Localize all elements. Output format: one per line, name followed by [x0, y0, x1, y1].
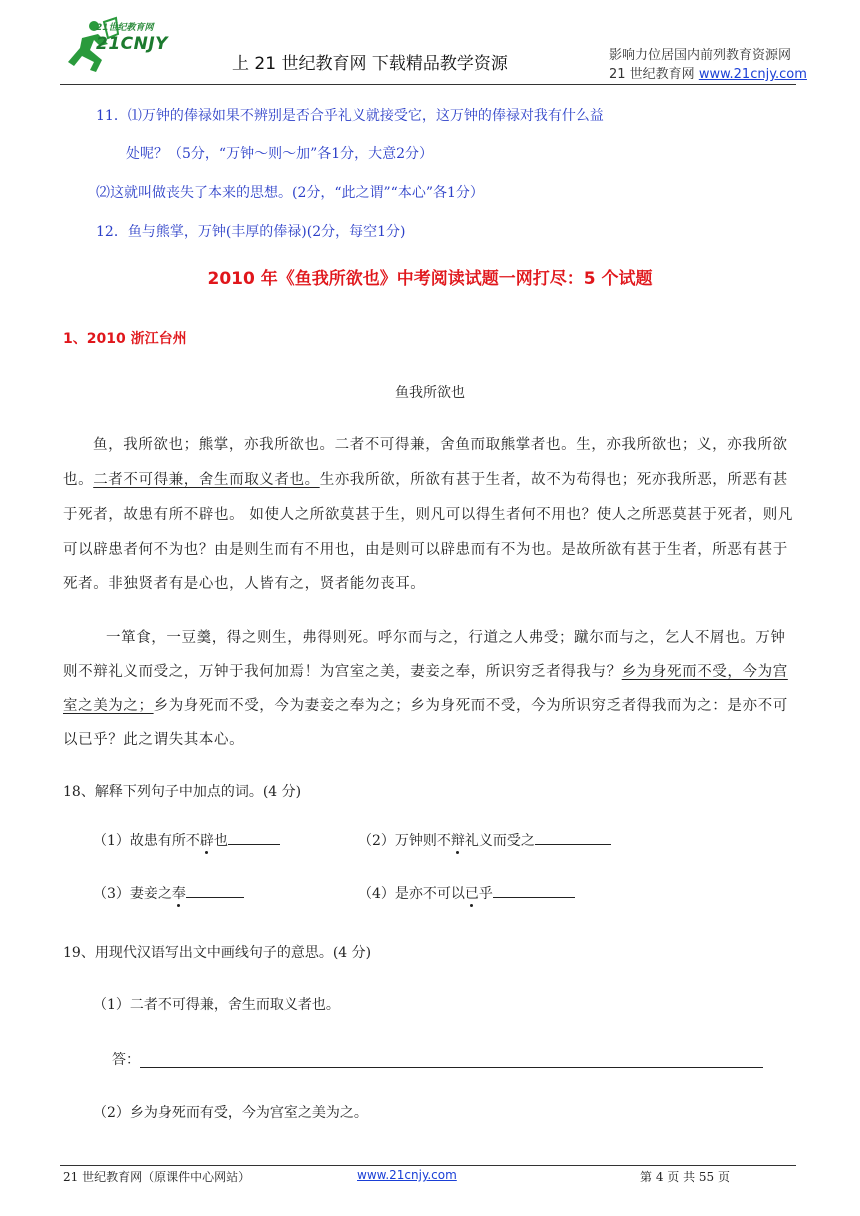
passage-p1-line5: 死者。非独贤者有是心也，人皆有之，贤者能勿丧耳。 [63, 576, 426, 592]
header-site-line [609, 63, 807, 82]
passage-p2-line4: 以已乎？此之谓失其本心。 [63, 732, 245, 748]
passage-p1-line4: 可以辟患者何不为也？由是则生而有不用也，由是则可以辟患而有不为也。是故所欲有甚于生者，所恶有甚于 [63, 542, 788, 558]
question-18-3 [93, 883, 244, 903]
dotted-word: 已 [464, 886, 479, 902]
question-18-4 [358, 883, 575, 903]
question-text: （1）故患有所不 [93, 833, 200, 849]
answer-12: 12．鱼与熊掌，万钟(丰厚的俸禄)(2分，每空1分) [96, 224, 406, 240]
header-title: 上 21 世纪教育网 下载精品教学资源 [232, 54, 508, 74]
answer-11-line1: 11．⑴万钟的俸禄如果不辨别是否合乎礼义就接受它，这万钟的俸禄对我有什么益 [96, 108, 604, 124]
dotted-word: 辟 [199, 833, 214, 849]
header-slogan: 影响力位居国内前列教育资源网 [609, 48, 792, 63]
passage-p2-line2 [63, 660, 788, 681]
passage-text: 生亦我所欲，所欲有甚于生者，故不为苟得也；死亦我所恶，所恶有甚 [319, 472, 788, 488]
passage-text: 乡为身死而不受，今为妻妾之奉为之；乡为身死而不受，今为所识穷乏者得我而为之：是亦不可 [153, 698, 788, 714]
logo-wordmark: 21CNJY [96, 34, 168, 54]
question-text: （2）万钟则不 [358, 833, 451, 849]
answer-11-line3: ⑵这就叫做丧失了本来的思想。(2分，“此之谓”“本心”各1分） [96, 185, 484, 201]
question-text: （3）妻妾之 [93, 886, 172, 902]
answer-label: 答： [112, 1052, 140, 1068]
logo-subtext: 21世纪教育网 [96, 23, 154, 33]
passage-text: 也。 [63, 472, 94, 488]
question-19-2: （2）乡为身死而有受，今为宫室之美为之。 [93, 1105, 368, 1121]
passage-p1-line2 [63, 468, 788, 489]
site-logo [62, 14, 182, 78]
passage-text: 则不辩礼义而受之，万钟于我何加焉！为宫室之美，妻妾之奉，所识穷乏者得我与？ [63, 664, 622, 680]
answer-blank[interactable] [493, 883, 575, 898]
footer-site-link[interactable]: www.21cnjy.com [357, 1168, 457, 1182]
header-divider [60, 84, 796, 85]
answer-blank[interactable] [186, 883, 244, 898]
passage-p1-line3: 于死者，故患有所不辟也。 如使人之所欲莫甚于生，则凡可以得生者何不用也？使人之所恶莫甚于死者，则凡 [63, 507, 794, 523]
question-text: 礼义而受之 [464, 833, 535, 849]
passage-p2-line1: 一箪食，一豆羹，得之则生，弗得则死。呼尔而与之，行道之人弗受；蹴尔而与之，乞人不屑也。万钟 [106, 630, 786, 646]
header-site-name: 21 世纪教育网 [609, 67, 699, 82]
dotted-word: 奉 [171, 886, 186, 902]
question-text: （4）是亦不可以 [358, 886, 465, 902]
question-18: 18、解释下列句子中加点的词。(4 分) [63, 784, 302, 800]
question-text: 也 [213, 833, 228, 849]
answer-11-line2: 处呢？（5分，“万钟～则～加”各1分，大意2分） [126, 146, 434, 162]
question-19-1: （1）二者不可得兼，舍生而取义者也。 [93, 997, 340, 1013]
underlined-sentence-2a: 乡为身死而不受，今为宫 [621, 664, 788, 680]
question-18-1 [93, 830, 280, 850]
passage-title: 鱼我所欲也 [395, 385, 465, 401]
underlined-sentence-1: 二者不可得兼，舍生而取义者也。 [93, 472, 320, 488]
footer-site-name: 21 世纪教育网（原课件中心网站） [63, 1170, 251, 1184]
header-site-link[interactable]: www.21cnjy.com [698, 67, 807, 82]
footer-page-number: 第 4 页 共 55 页 [640, 1170, 730, 1184]
question-19: 19、用现代汉语写出文中画线句子的意思。(4 分) [63, 945, 372, 961]
question-text: 乎 [478, 886, 493, 902]
underlined-sentence-2b: 室之美为之； [63, 698, 154, 714]
answer-blank[interactable] [535, 830, 611, 845]
passage-p1-line1: 鱼，我所欲也；熊掌，亦我所欲也。二者不可得兼，舍鱼而取熊掌者也。生，亦我所欲也；义，亦我所欲 [93, 437, 788, 453]
section-title: 2010 年《鱼我所欲也》中考阅读试题一网打尽：5 个试题 [207, 269, 653, 289]
answer-blank[interactable] [228, 830, 280, 845]
subsection-title: 1、2010 浙江台州 [63, 331, 187, 347]
question-18-2 [358, 830, 611, 850]
answer-line[interactable] [140, 1067, 763, 1068]
dotted-word: 辩 [450, 833, 465, 849]
passage-p2-line3 [63, 694, 788, 715]
footer-divider [60, 1165, 796, 1166]
